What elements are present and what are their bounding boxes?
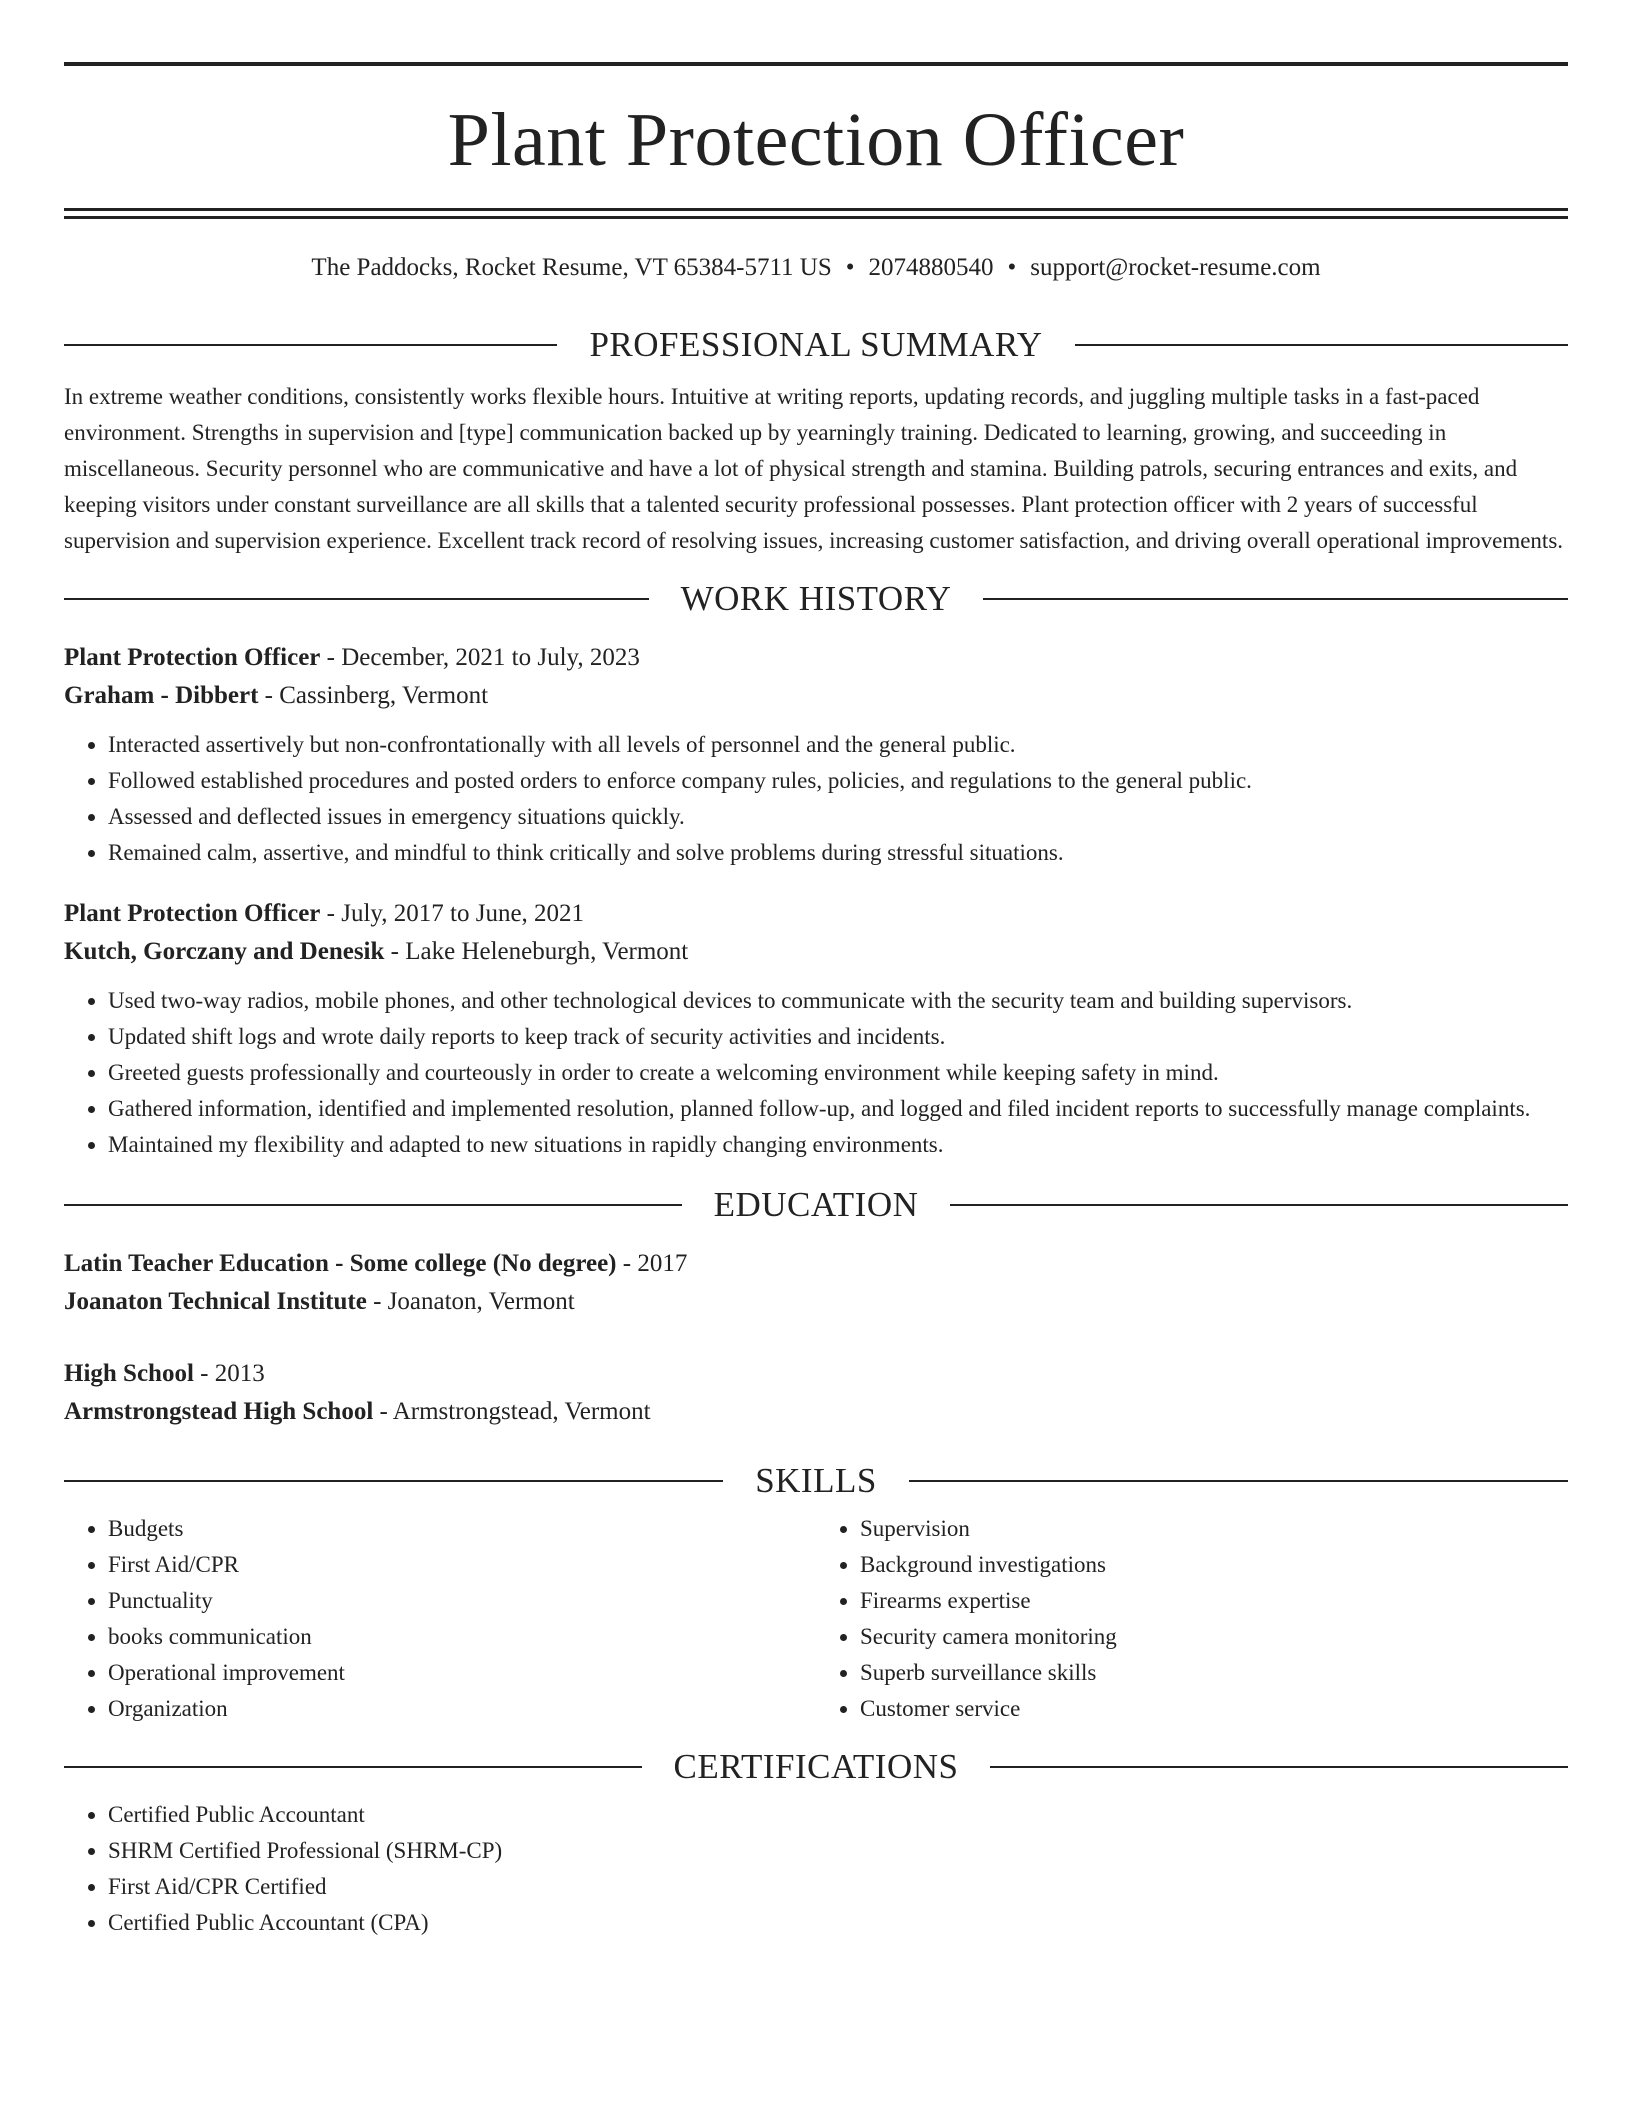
list-item: • Customer service xyxy=(860,1691,1568,1727)
list-item: • Security camera monitoring xyxy=(860,1619,1568,1655)
list-item: • Interacted assertively but non-confrontationally with all levels of personnel and the general public. xyxy=(108,727,1568,763)
job-title: Plant Protection Officer xyxy=(64,644,321,671)
heading-rule xyxy=(64,1204,682,1206)
list-item: • Assessed and deflected issues in emergency situations quickly. xyxy=(108,799,1568,835)
top-rule xyxy=(64,62,1568,66)
certifications-list xyxy=(64,1797,1568,1941)
education-location: - Armstrongstead, Vermont xyxy=(373,1398,651,1425)
skills-title: SKILLS xyxy=(755,1461,877,1500)
list-item: • SHRM Certified Professional (SHRM-CP) xyxy=(108,1833,1568,1869)
job-location: - Lake Heleneburgh, Vermont xyxy=(384,938,689,965)
list-item: • Greeted guests professionally and courteously in order to create a welcoming environment while keeping safety in mind. xyxy=(108,1055,1568,1091)
job-bullets xyxy=(64,983,1568,1163)
job-entry xyxy=(64,895,1568,1163)
education-location: - Joanaton, Vermont xyxy=(366,1288,575,1315)
education-heading xyxy=(64,1185,1568,1225)
list-item: • Firearms expertise xyxy=(860,1583,1568,1619)
job-dates: - December, 2021 to July, 2023 xyxy=(320,644,640,671)
contact-address: The Paddocks, Rocket Resume, VT 65384-5711 US xyxy=(311,254,832,281)
resume-page xyxy=(64,0,1568,2112)
list-item: • books communication xyxy=(108,1619,816,1655)
list-item: • Followed established procedures and posted orders to enforce company rules, policies, and regulations to the general public. xyxy=(108,763,1568,799)
heading-rule xyxy=(64,1766,642,1768)
heading-rule xyxy=(64,344,557,346)
heading-rule xyxy=(64,1480,723,1482)
education-year: - 2017 xyxy=(616,1250,688,1277)
job-title: Plant Protection Officer xyxy=(64,900,321,927)
list-item: • Supervision xyxy=(860,1511,1568,1547)
job-title-line xyxy=(64,895,1568,933)
job-dates: - July, 2017 to June, 2021 xyxy=(320,900,585,927)
skills-list-right xyxy=(816,1511,1568,1727)
contact-email: support@rocket-resume.com xyxy=(1030,254,1321,281)
double-rule xyxy=(64,208,1568,219)
list-item: • Punctuality xyxy=(108,1583,816,1619)
education-degree-line xyxy=(64,1355,1568,1393)
list-item: • Used two-way radios, mobile phones, and other technological devices to communicate with the security team and building supervisors. xyxy=(108,983,1568,1019)
work-heading xyxy=(64,579,1568,619)
education-school-line xyxy=(64,1393,1568,1431)
education-school-line xyxy=(64,1283,1568,1321)
summary-text: In extreme weather conditions, consistently works flexible hours. Intuitive at writing reports, updating records, and juggling multiple tasks in a fast-paced environment. Strengths in supervision and [type] communication backed up by yearningly training. Dedicated to learning, growing, and succeeding in miscellaneous. Security personnel who are communicative and have a lot of physical strength and stamina. Building patrols, securing entrances and exits, and keeping visitors under constant surveillance are all skills that a talented security professional possesses. Plant protection officer with 2 years of successful supervision and supervision experience. Excellent track record of resolving issues, increasing customer satisfaction, and driving overall operational improvements. xyxy=(64,384,1564,553)
list-item: • Background investigations xyxy=(860,1547,1568,1583)
list-item: • Operational improvement xyxy=(108,1655,816,1691)
work-title: WORK HISTORY xyxy=(680,579,952,618)
education-year: - 2013 xyxy=(193,1360,265,1387)
list-item: • Certified Public Accountant (CPA) xyxy=(108,1905,1568,1941)
list-item: • Gathered information, identified and implemented resolution, planned follow-up, and logged and filed incident reports to successfully manage complaints. xyxy=(108,1091,1568,1127)
job-company: Kutch, Gorczany and Denesik xyxy=(64,938,385,965)
job-company: Graham - Dibbert xyxy=(64,682,259,709)
list-item: • Certified Public Accountant xyxy=(108,1797,1568,1833)
heading-rule xyxy=(1075,344,1568,346)
contact-phone: 2074880540 xyxy=(868,254,994,281)
contact-line xyxy=(64,253,1568,283)
list-item: • Remained calm, assertive, and mindful to think critically and solve problems during stressful situations. xyxy=(108,835,1568,871)
contact-separator: • xyxy=(845,254,855,281)
list-item: • Superb surveillance skills xyxy=(860,1655,1568,1691)
education-degree-line xyxy=(64,1245,1568,1283)
list-item: • First Aid/CPR xyxy=(108,1547,816,1583)
summary-heading xyxy=(64,325,1568,365)
heading-rule xyxy=(909,1480,1568,1482)
education-entry xyxy=(64,1355,1568,1431)
education-title: EDUCATION xyxy=(713,1185,919,1224)
education-school: Armstrongstead High School xyxy=(64,1398,374,1425)
heading-rule xyxy=(990,1766,1568,1768)
certifications-title: CERTIFICATIONS xyxy=(673,1747,959,1786)
certifications-heading xyxy=(64,1747,1568,1787)
job-company-line xyxy=(64,933,1568,971)
education-degree: High School xyxy=(64,1360,194,1387)
list-item: • Budgets xyxy=(108,1511,816,1547)
job-bullets xyxy=(64,727,1568,871)
job-title-line xyxy=(64,639,1568,677)
education-school: Joanaton Technical Institute xyxy=(64,1288,367,1315)
heading-rule xyxy=(950,1204,1568,1206)
education-degree: Latin Teacher Education - Some college (No degree) xyxy=(64,1250,617,1277)
list-item: • Updated shift logs and wrote daily reports to keep track of security activities and incidents. xyxy=(108,1019,1568,1055)
education-entry xyxy=(64,1245,1568,1321)
job-entry xyxy=(64,639,1568,871)
resume-name: Plant Protection Officer xyxy=(447,98,1185,182)
heading-rule xyxy=(983,598,1568,600)
list-item: • Maintained my flexibility and adapted to new situations in rapidly changing environments. xyxy=(108,1127,1568,1163)
summary-title: PROFESSIONAL SUMMARY xyxy=(589,325,1043,364)
skills-heading xyxy=(64,1461,1568,1501)
skills-grid xyxy=(64,1511,1568,1727)
job-company-line xyxy=(64,677,1568,715)
skills-list-left xyxy=(64,1511,816,1727)
list-item: • Organization xyxy=(108,1691,816,1727)
contact-separator: • xyxy=(1007,254,1017,281)
heading-rule xyxy=(64,598,649,600)
list-item: • First Aid/CPR Certified xyxy=(108,1869,1568,1905)
job-location: - Cassinberg, Vermont xyxy=(258,682,489,709)
